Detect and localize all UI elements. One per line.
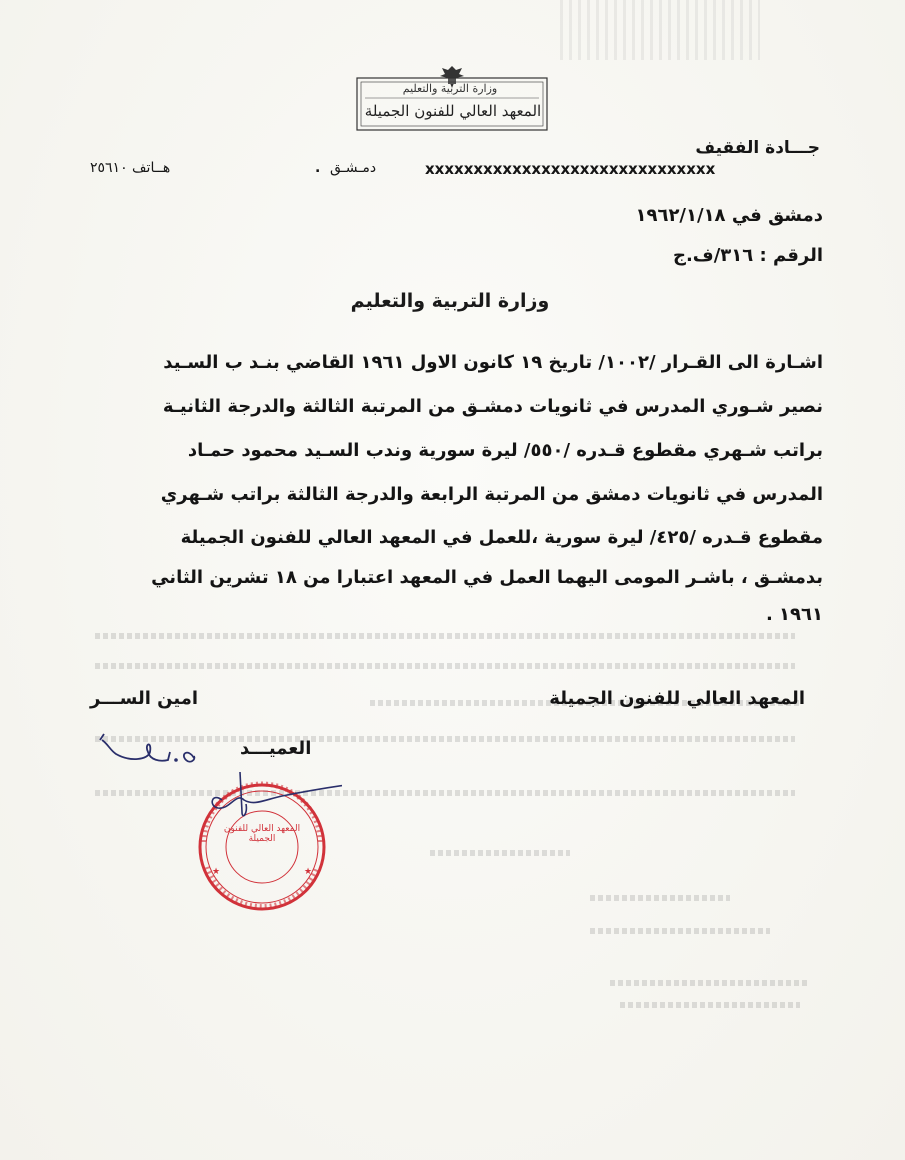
institute-signature-label: المعهد العالي للفنون الجميلة (549, 688, 805, 709)
body-line-6: بدمشـق ، باشـر المومى اليهما العمل في المعهد اعتبارا من ١٨ تشرين الثاني (151, 567, 823, 588)
letterhead (335, 60, 570, 132)
body-line-7: ١٩٦١ . (765, 604, 823, 625)
document-heading: وزارة التربية والتعليم (350, 290, 550, 312)
bleed-through-line (95, 663, 795, 669)
reference-number: الرقم : ٣١٦/ف.ج (672, 245, 823, 266)
official-stamp (182, 772, 342, 912)
bleed-through-line (610, 980, 810, 986)
handwritten-signature-icon (90, 730, 200, 770)
secretary-signature (90, 730, 200, 770)
bleed-through-line (95, 633, 795, 639)
secretary-label: امين الســـر (90, 688, 199, 709)
body-line-4: المدرس في ثانويات دمشق من المرتبة الرابعة والدرجة الثالثة براتب شـهري (160, 484, 823, 505)
stamp-text: المعهد العالي للفنون الجميلة (223, 824, 301, 844)
body-line-2: نصير شـوري المدرس في ثانويات دمشـق من المرتبة الثالثة والدرجة الثانيـة (162, 396, 823, 417)
bleed-through-line (590, 895, 730, 901)
body-line-1: اشـارة الى القـرار /١٠٠٢/ تاريخ ١٩ كانون الاول ١٩٦١ القاضي بنـد ب السـيد (163, 352, 823, 373)
dean-label: العميـــد (240, 738, 312, 759)
bleed-through-line (430, 850, 570, 856)
struck-out-text: xxxxxxxxxxxxxxxxxxxxxxxxxxxxxx (425, 160, 716, 178)
bleed-through-line (620, 1002, 800, 1008)
address-recipient: جـــادة الفقيف (695, 138, 820, 158)
letterhead-ministry: وزارة التربية والتعليم (402, 82, 498, 95)
svg-text:★: ★ (212, 867, 221, 877)
body-line-3: براتب شـهري مقطوع قـدره /٥٥٠/ ليرة سورية وندب السـيد محمود حمـاد (187, 440, 823, 461)
bleed-through-line (590, 928, 770, 934)
document-date: دمشق في ١٩٦٢/١/١٨ (635, 205, 823, 226)
address-city: دمـشـق (330, 160, 377, 176)
svg-text:★: ★ (304, 867, 313, 877)
bleed-through-marks (560, 0, 760, 60)
body-line-5: مقطوع قـدره /٤٢٥/ ليرة سورية ،للعمل في المعهد العالي للفنون الجميلة (180, 527, 823, 548)
address-line (90, 138, 820, 186)
letterhead-institute: المعهد العالي للفنون الجميلة (364, 102, 542, 120)
bleed-through-line (95, 736, 795, 742)
address-dot: . (315, 160, 321, 176)
letterhead-frame-icon (335, 60, 570, 132)
phone-number: هــاتف ٢٥٦١٠ (90, 160, 171, 176)
